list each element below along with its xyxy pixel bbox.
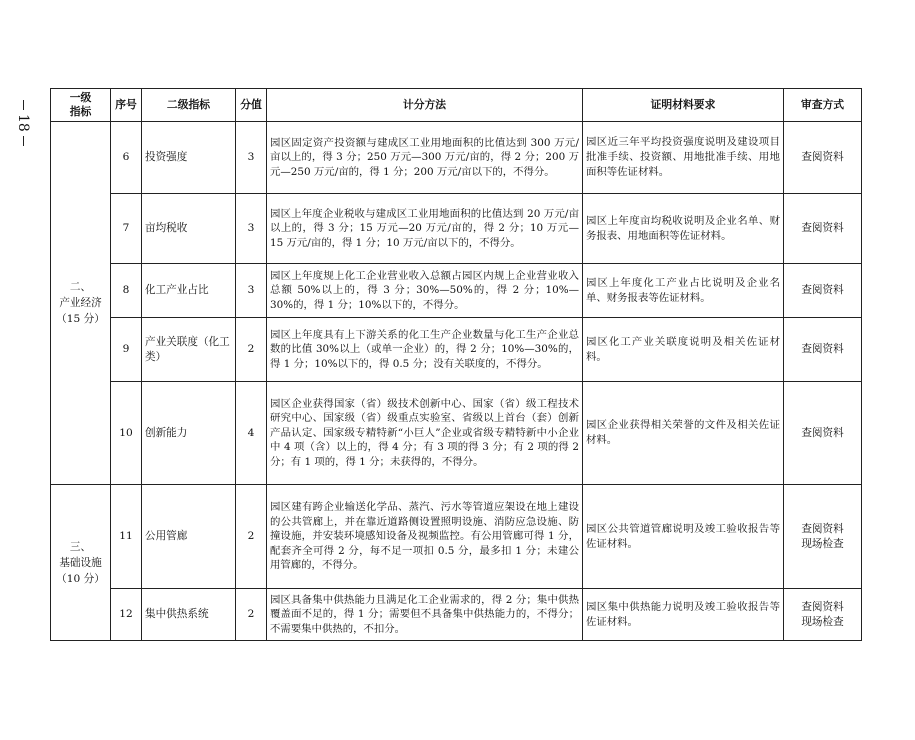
table-row <box>51 122 862 194</box>
row-seq: 7 <box>111 194 142 264</box>
header-level1: 一级 指标 <box>51 89 111 122</box>
header-seq: 序号 <box>111 89 142 122</box>
row-proof: 园区上年度化工产业占比说明及企业名单、财务报表等佐证材料。 <box>583 264 784 318</box>
row-review: 查阅资料 现场检查 <box>784 589 862 641</box>
row-review: 查阅资料 现场检查 <box>784 485 862 589</box>
row-seq: 10 <box>111 382 142 485</box>
header-level2: 二级指标 <box>142 89 236 122</box>
row-method: 园区固定资产投资额与建成区工业用地面积的比值达到 300 万元/亩以上的，得 3 分；250 万元—300 万元/亩的，得 2 分；200 万元—250 万元/亩的，得 1 分；200 万元/亩以下的，不得分。 <box>267 122 583 194</box>
row-score: 3 <box>236 122 267 194</box>
table-row <box>51 318 862 382</box>
row-proof: 园区化工产业关联度说明及相关佐证材料。 <box>583 318 784 382</box>
row-proof: 园区集中供热能力说明及竣工验收报告等佐证材料。 <box>583 589 784 641</box>
header-review: 审查方式 <box>784 89 862 122</box>
row-method: 园区上年度规上化工企业营业收入总额占园区内规上企业营业收入总额 50%以上的，得 3 分；30%—50%的，得 2 分；10%—30%的，得 1 分；10%以下的，不得分。 <box>267 264 583 318</box>
row-indicator: 集中供热系统 <box>142 589 236 641</box>
row-proof: 园区公共管道管廊说明及竣工验收报告等佐证材料。 <box>583 485 784 589</box>
header-method: 计分方法 <box>267 89 583 122</box>
row-score: 3 <box>236 194 267 264</box>
table-row <box>51 264 862 318</box>
row-indicator: 亩均税收 <box>142 194 236 264</box>
page-number <box>12 100 34 146</box>
table-header-row <box>51 89 862 122</box>
row-score: 3 <box>236 264 267 318</box>
row-review: 查阅资料 <box>784 264 862 318</box>
table-row <box>51 382 862 485</box>
row-review: 查阅资料 <box>784 382 862 485</box>
table-row <box>51 589 862 641</box>
row-indicator: 创新能力 <box>142 382 236 485</box>
table-row <box>51 194 862 264</box>
row-review: 查阅资料 <box>784 122 862 194</box>
row-method: 园区企业获得国家（省）级技术创新中心、国家（省）级工程技术研究中心、国家级（省）级重点实验室、省级以上首台（套）创新产品认定、国家级专精特新“小巨人”企业或省级专精特新中小企业中 4 项（含）以上的，得 4 分；有 3 项的得 3 分；有 2 项的得 2 分；有 1 项的，得 1 分；未获得的，不得分。 <box>267 382 583 485</box>
row-seq: 11 <box>111 485 142 589</box>
row-seq: 12 <box>111 589 142 641</box>
row-indicator: 投资强度 <box>142 122 236 194</box>
row-score: 4 <box>236 382 267 485</box>
page-number-dash-top <box>12 100 34 110</box>
row-indicator: 化工产业占比 <box>142 264 236 318</box>
row-seq: 6 <box>111 122 142 194</box>
scoring-table <box>50 88 862 641</box>
row-score: 2 <box>236 589 267 641</box>
row-proof: 园区上年度亩均税收说明及企业名单、财务报表、用地面积等佐证材料。 <box>583 194 784 264</box>
row-score: 2 <box>236 318 267 382</box>
row-method: 园区具备集中供热能力且满足化工企业需求的，得 2 分；集中供热覆盖面不足的，得 1 分；需要但不具备集中供热能力的，不得分；不需要集中供热的，不扣分。 <box>267 589 583 641</box>
group-industrial-economy: 二、 产业经济 （15 分） <box>51 122 111 485</box>
page-number-dash-bottom <box>12 136 34 146</box>
row-seq: 8 <box>111 264 142 318</box>
row-indicator: 产业关联度（化工类） <box>142 318 236 382</box>
row-review: 查阅资料 <box>784 194 862 264</box>
group-infrastructure: 三、 基础设施 （10 分） <box>51 485 111 641</box>
row-method: 园区上年度具有上下游关系的化工生产企业数量与化工生产企业总数的比值 30%以上（或单一企业）的，得 2 分；10%—30%的，得 1 分；10%以下的，得 0.5 分；没有关联度的，不得分。 <box>267 318 583 382</box>
header-score: 分值 <box>236 89 267 122</box>
row-seq: 9 <box>111 318 142 382</box>
header-proof: 证明材料要求 <box>583 89 784 122</box>
page-number-text: 18 <box>15 114 31 132</box>
table-row <box>51 485 862 589</box>
row-proof: 园区近三年平均投资强度说明及建设项目批准手续、投资额、用地批准手续、用地面积等佐证材料。 <box>583 122 784 194</box>
row-proof: 园区企业获得相关荣誉的文件及相关佐证材料。 <box>583 382 784 485</box>
row-score: 2 <box>236 485 267 589</box>
row-method: 园区上年度企业税收与建成区工业用地面积的比值达到 20 万元/亩以上的，得 3 分；15 万元—20 万元/亩的，得 2 分；10 万元—15 万元/亩的，得 1 分；10 万元/亩以下的，不得分。 <box>267 194 583 264</box>
row-review: 查阅资料 <box>784 318 862 382</box>
row-indicator: 公用管廊 <box>142 485 236 589</box>
row-method: 园区建有跨企业输送化学品、蒸汽、污水等管道应架设在地上建设的公共管廊上，并在靠近道路侧设置照明设施、消防应急设施、防撞设施，并安装环境感知设备及视频监控。有公用管廊可得 1 分，配套齐全可得 2 分，每不足一项扣 0.5 分，最多扣 1 分；未建公用管廊的，不得分。 <box>267 485 583 589</box>
